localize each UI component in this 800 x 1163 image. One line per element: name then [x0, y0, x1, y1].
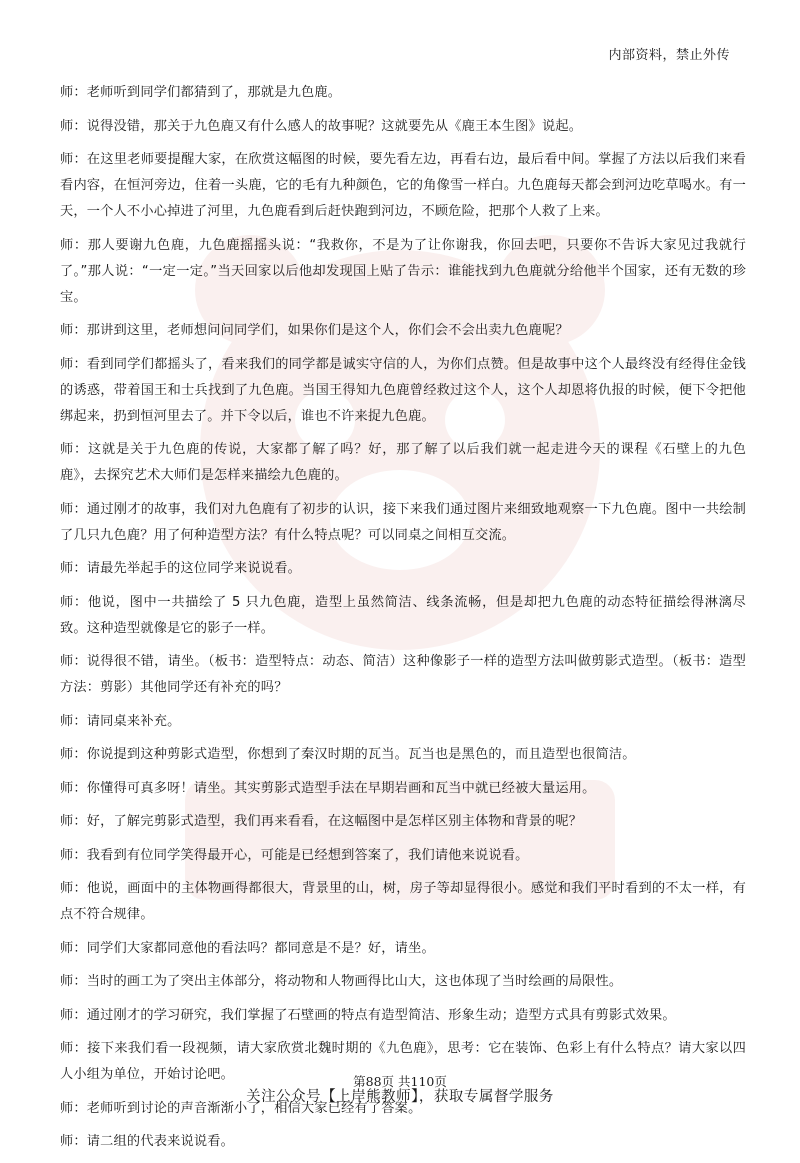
transcript-paragraph: 师：他说，图中一共描绘了 5 只九色鹿，造型上虽然简洁、线条流畅，但是却把九色鹿的动态特征描绘得淋漓尽致。这种造型就像是它的影子一样。: [60, 594, 746, 636]
transcript-paragraph: 师：老师听到讨论的声音渐渐小了，相信大家已经有了答案。: [60, 1100, 422, 1116]
transcript-paragraph: 师：那人要谢九色鹿，九色鹿摇摇头说：“我救你，不是为了让你谢我，你回去吧，只要你不告诉大家见过我就行了。”那人说：“一定一定。”当天回家以后他却发现国上贴了告示：谁能找到九色鹿就分给他半个国家，还有无数的珍宝。: [60, 237, 746, 305]
transcript-paragraph: 师：你懂得可真多呀！请坐。其实剪影式造型手法在早期岩画和瓦当中就已经被大量运用。: [60, 780, 596, 796]
transcript-paragraph: 师：我看到有位同学笑得最开心，可能是已经想到答案了，我们请他来说说看。: [60, 847, 529, 863]
transcript-paragraph: 师：请二组的代表来说说看。: [60, 1134, 235, 1149]
transcript-paragraph: 师：当时的画工为了突出主体部分，将动物和人物画得比山大，这也体现了当时绘画的局限性。: [60, 974, 623, 989]
transcript-paragraph: 师：在这里老师要提醒大家，在欣赏这幅图的时候，要先看左边，再看右边，最后看中间。掌握了方法以后我们来看看内容，在恒河旁边，住着一头鹿，它的毛有九种颜色，它的角像雪一样白。九色鹿每天都会到河边吃草喝水。有一天，一个人不小心掉进了河里，九色鹿看到后赶快跑到河边，不顾危险，把那个人救了上来。: [60, 152, 746, 219]
transcript-paragraph: 师：通过刚才的故事，我们对九色鹿有了初步的认识，接下来我们通过图片来细致地观察一下九色鹿。图中一共绘制了几只九色鹿？用了何种造型方法？有什么特点呢？可以同桌之间相互交流。: [60, 501, 746, 543]
transcript-paragraph: 师：接下来我们看一段视频，请大家欣赏北魏时期的《九色鹿》，思考：它在装饰、色彩上有什么特点？请大家以四人小组为单位，开始讨论吧。: [60, 1041, 746, 1082]
transcript-paragraph: 师：这就是关于九色鹿的传说，大家都了解了吗？好，那了解了以后我们就一起走进今天的课程《石壁上的九色鹿》，去探究艺术大师们是怎样来描绘九色鹿的。: [60, 442, 746, 483]
transcript-paragraph: 师：那讲到这里，老师想问问同学们，如果你们是这个人，你们会不会出卖九色鹿呢？: [60, 323, 569, 338]
page-number: 第88页 共110页: [353, 1074, 447, 1089]
transcript-paragraph: 师：他说，画面中的主体物画得都很大，背景里的山，树，房子等却显得很小。感觉和我们平时看到的不太一样，有点不符合规律。: [60, 881, 746, 922]
transcript-paragraph: 师：请最先举起手的这位同学来说说看。: [60, 561, 301, 576]
transcript-paragraph: 师：同学们大家都同意他的看法吗？都同意是不是？好，请坐。: [60, 940, 435, 956]
transcript-paragraph: 师：看到同学们都摇头了，看来我们的同学都是诚实守信的人，为你们点赞。但是故事中这个人最终没有经得住金钱的诱惑，带着国王和士兵找到了九色鹿。当国王得知九色鹿曾经救过这个人，这个人却恩将仇报的时候，便下令把他绑起来，扔到恒河里去了。并下令以后，谁也不许来捉九色鹿。: [60, 356, 746, 424]
lesson-transcript: [60, 80, 746, 1163]
footer-promo-text: 关注公众号【上岸熊教师】，获取专属督学服务: [246, 1089, 554, 1105]
transcript-paragraph: 师：好，了解完剪影式造型，我们再来看看，在这幅图中是怎样区别主体物和背景的呢？: [60, 814, 583, 829]
transcript-paragraph: 师：说得没错，那关于九色鹿又有什么感人的故事呢？这就要先从《鹿王本生图》说起。: [60, 118, 583, 134]
transcript-paragraph: 师：你说提到这种剪影式造型，你想到了秦汉时期的瓦当。瓦当也是黑色的，而且造型也很简洁。: [60, 747, 636, 762]
transcript-paragraph: 师：说得很不错，请坐。（板书：造型特点：动态、简洁）这种像影子一样的造型方法叫做剪影式造型。（板书：造型方法：剪影）其他同学还有补充的吗？: [60, 654, 746, 695]
transcript-paragraph: 师：请同桌来补充。: [60, 713, 181, 729]
confidential-note: 内部资料，禁止外传: [608, 48, 730, 63]
transcript-paragraph: 师：老师听到同学们都猜到了，那就是九色鹿。: [60, 85, 342, 100]
transcript-paragraph: 师：通过刚才的学习研究，我们掌握了石壁画的特点有造型简洁、形象生动；造型方式具有剪影式效果。: [60, 1007, 676, 1023]
